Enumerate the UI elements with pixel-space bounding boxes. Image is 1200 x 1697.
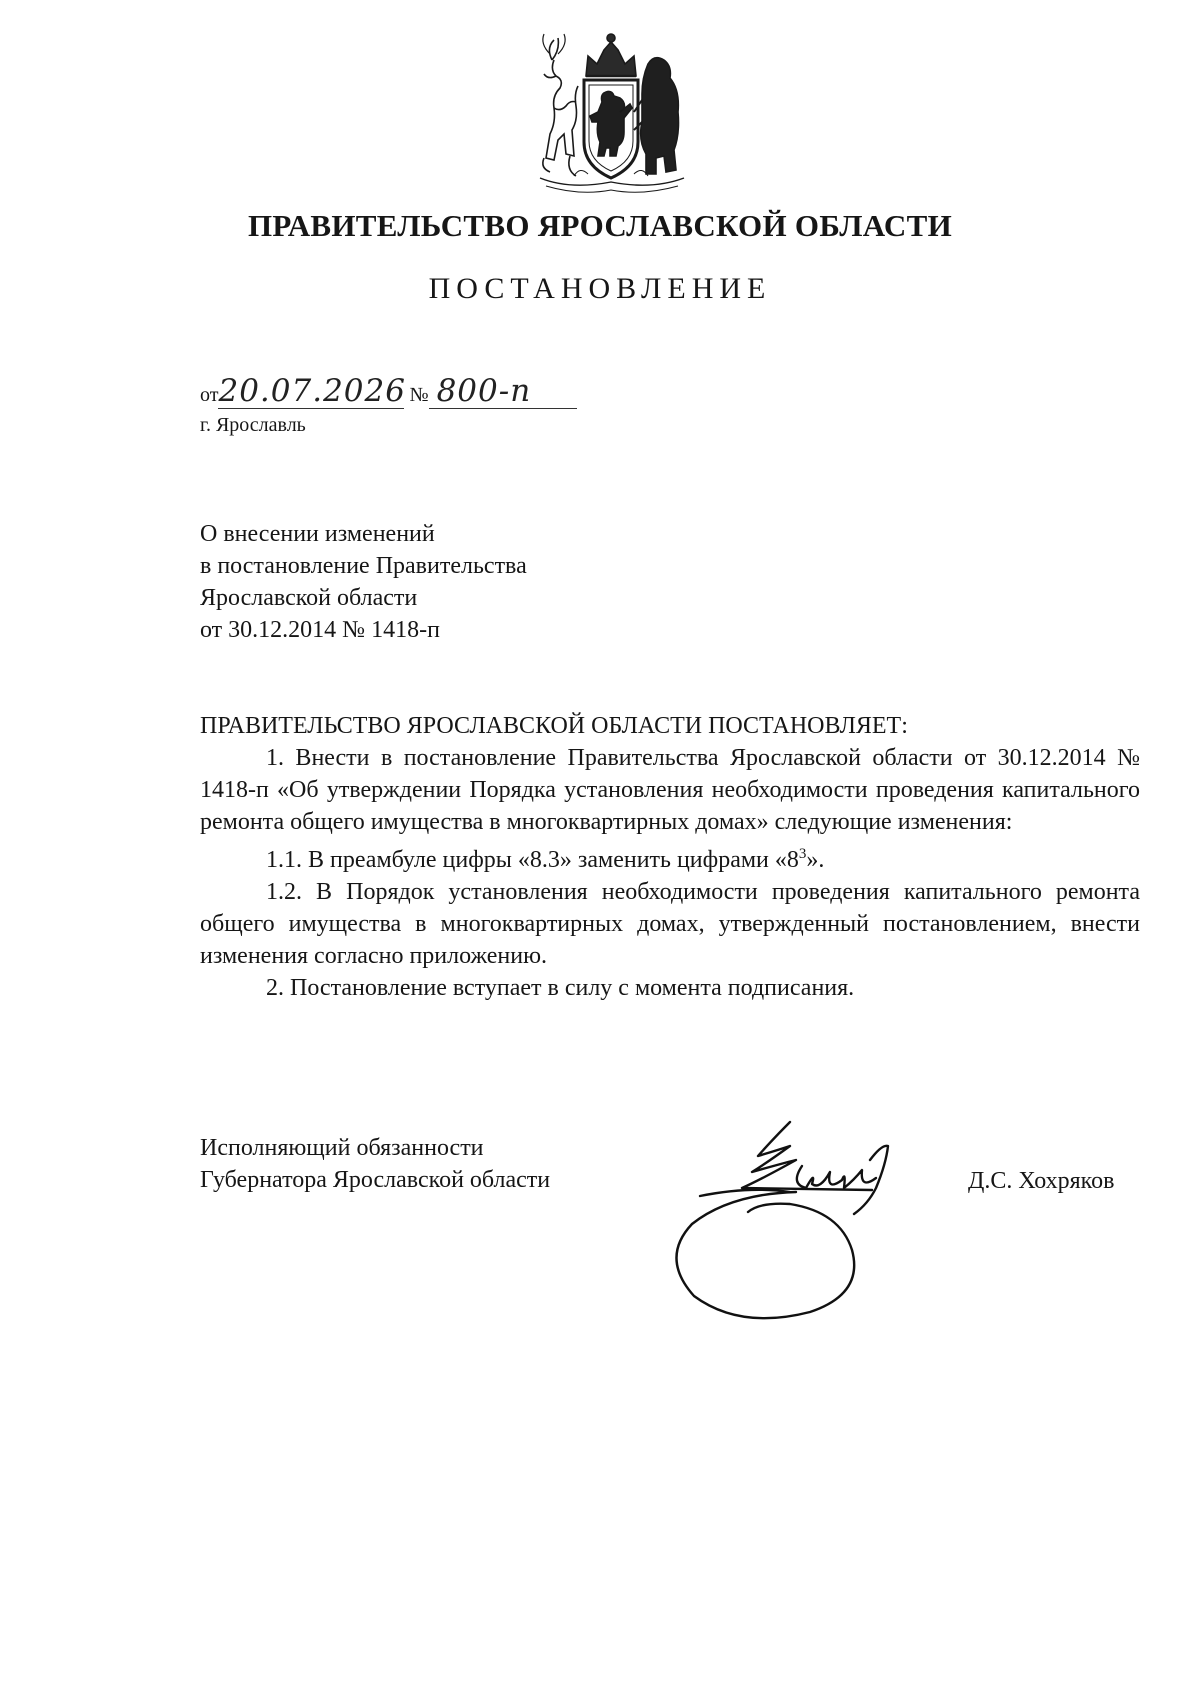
paragraph-1-1-end: ». — [806, 847, 825, 873]
signatory-name: Д.С. Хохряков — [968, 1168, 1115, 1194]
document-subject — [200, 518, 527, 646]
paragraph-2: 2. Постановление вступает в силу с момента подписания. — [266, 975, 855, 1001]
number-prefix: № — [409, 384, 429, 406]
paragraph-1: 1. Внести в постановление Правительства Ярославской области от 30.12.2014 № 1418-п «Об утверждении Порядка установления необходимости проведения капитального ремонта общего имущества в многоквартирных домах» следующие изменения: — [200, 745, 1140, 835]
subject-line: Ярославской области — [200, 585, 418, 611]
date-number-line — [200, 374, 577, 409]
city: г. Ярославль — [200, 414, 306, 436]
paragraph-1-1-text: 1.1. В преамбуле цифры «8.3» заменить цифрами «8 — [266, 847, 799, 873]
superscript: 3 — [798, 846, 807, 862]
subject-line: в постановление Правительства — [200, 553, 527, 579]
date-prefix: от — [200, 384, 219, 406]
organization-title: ПРАВИТЕЛЬСТВО ЯРОСЛАВСКОЙ ОБЛАСТИ — [248, 208, 952, 243]
paragraph-1-1 — [200, 838, 1140, 876]
handwritten-date: 20.07.2026 — [218, 373, 406, 409]
handwritten-signature-icon — [640, 1100, 970, 1330]
position-line: Исполняющий обязанности — [200, 1135, 484, 1161]
coat-of-arms-icon — [530, 30, 692, 198]
paragraph-1-2: 1.2. В Порядок установления необходимости проведения капитального ремонта общего имущества в многоквартирных домах, утвержденный постановлением, внести изменения согласно приложению. — [200, 879, 1140, 969]
subject-line: О внесении изменений — [200, 521, 435, 547]
position-line: Губернатора Ярославской области — [200, 1167, 551, 1193]
preamble: ПРАВИТЕЛЬСТВО ЯРОСЛАВСКОЙ ОБЛАСТИ ПОСТАНОВЛЯЕТ: — [200, 713, 908, 739]
subject-line: от 30.12.2014 № 1418-п — [200, 617, 440, 643]
signatory-position — [200, 1132, 550, 1196]
handwritten-number: 800-п — [429, 374, 577, 409]
document-type: ПОСТАНОВЛЕНИЕ — [428, 272, 772, 305]
document-body — [200, 710, 1140, 1004]
